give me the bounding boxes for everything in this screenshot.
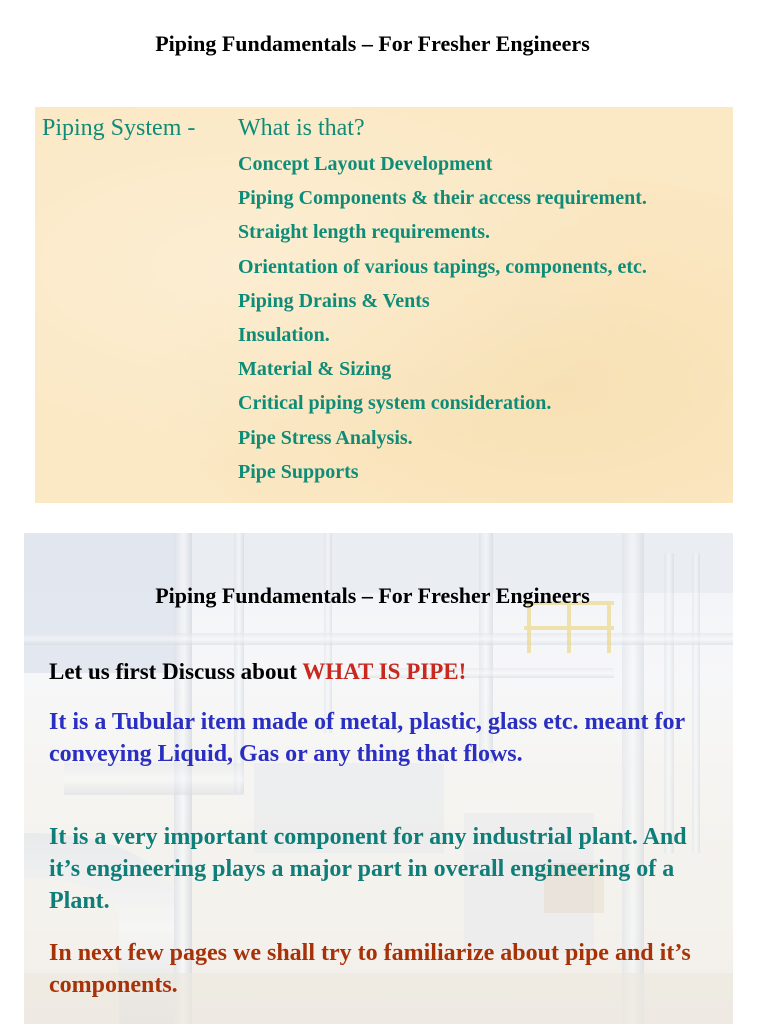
topic-item: Insulation. [238,323,330,346]
topic-item: Concept Layout Development [238,153,493,175]
intro-highlight: WHAT IS PIPE! [302,659,467,684]
slide1-panel [35,107,733,503]
slide1-heading-question: What is that? [238,115,365,141]
familiarize-paragraph: In next few pages we shall try to familiarize about pipe and it’s components. [49,940,691,998]
topic-item: Straight length requirements. [238,221,491,244]
intro-line [49,656,719,688]
topic-item: Pipe Supports [238,460,359,483]
slide1-heading-label: Piping System - [42,115,196,141]
topic-item: Piping Drains & Vents [238,289,430,312]
topic-item: Critical piping system consideration. [238,392,552,415]
slide1-title: Piping Fundamentals – For Fresher Engineers [155,31,590,56]
topic-item: Material & Sizing [238,358,392,381]
topic-item: Orientation of various tapings, components, etc. [238,255,647,278]
importance-paragraph: It is a very important component for any industrial plant. And it’s engineering plays a major part in overall engineering of a Plant. [49,824,687,914]
slide2-panel [24,533,733,1024]
intro-prefix: Let us first Discuss about [49,659,303,684]
slide2-title: Piping Fundamentals – For Fresher Engineers [155,583,590,608]
topic-item: Piping Components & their access requirement. [238,187,647,210]
topic-list [238,151,647,493]
definition-paragraph: It is a Tubular item made of metal, plastic, glass etc. meant for conveying Liquid, Gas or any thing that flows. [49,709,685,767]
topic-item: Pipe Stress Analysis. [238,426,413,449]
